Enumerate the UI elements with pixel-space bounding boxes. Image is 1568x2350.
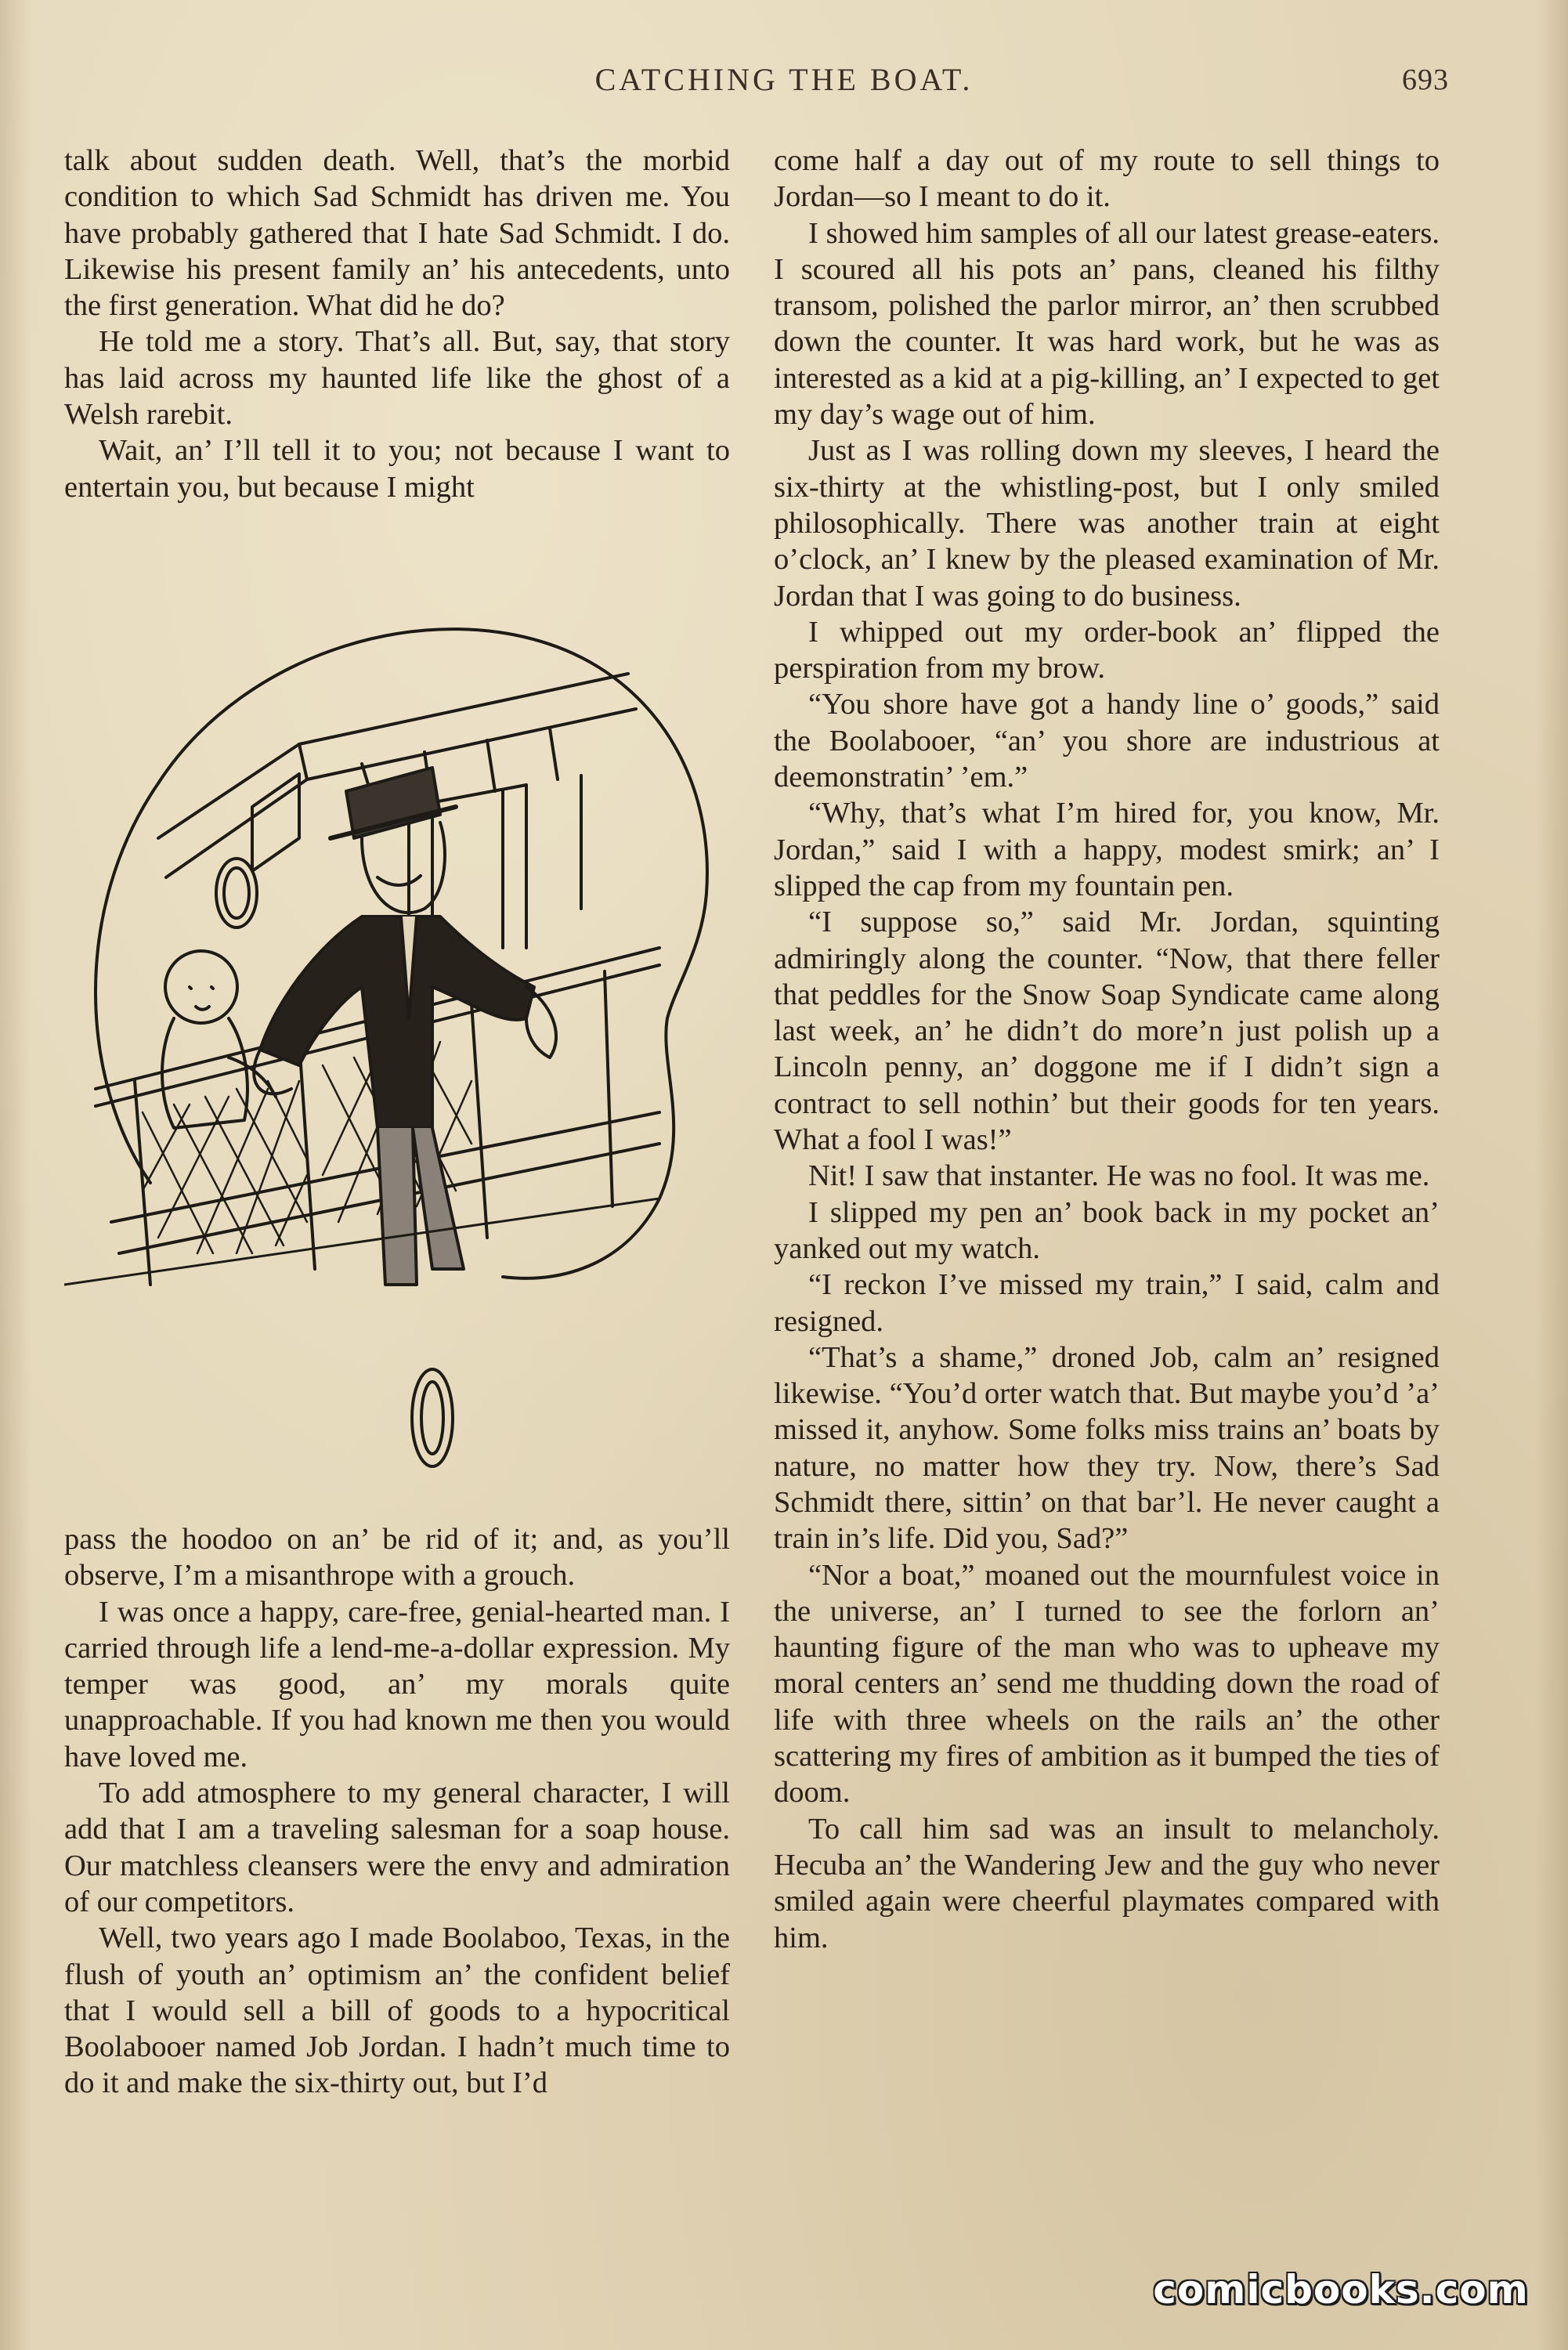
paragraph: To call him sad was an insult to melancholy. Hecuba an’ the Wandering Jew and the guy who never smiled again were cheerful playmates compared with him. [774,1812,1440,1954]
paragraph: I was once a happy, care-free, genial-hearted man. I carried through life a lend-me-a-dollar expression. My temper was good, an’ my morals quite unapproachable. If you had known me then you would have loved me. [64,1595,730,1773]
paragraph: Wait, an’ I’ll tell it to you; not because I want to entertain you, but because I might [64,434,730,504]
paragraph: Well, two years ago I made Boolaboo, Texas, in the flush of youth an’ optimism an’ the confident belief that I would sell a bill of goods to a hypocritical Boolabooer named Job Jordan. I hadn’t much time to do it and make the six-thirty out, but I’d [64,1922,730,2100]
paragraph: “Why, that’s what I’m hired for, you know, Mr. Jordan,” said I with a happy, modest smirk; an’ I slipped the cap from my fountain pen. [774,797,1440,902]
paragraph: I whipped out my order-book an’ flipped the perspiration from my brow. [774,615,1440,685]
running-title: CATCHING THE BOAT. [594,62,974,97]
paragraph: pass the hoodoo on an’ be rid of it; and, as you’ll observe, I’m a misanthrope with a grouch. [64,1523,730,1593]
paragraph: To add atmosphere to my general character, I will add that I am a traveling salesman for a soap house. Our matchless cleansers were the envy and admiration of our competitors. [64,1777,730,1918]
paragraph: talk about sudden death. Well, that’s the morbid condition to which Sad Schmidt has driven me. You have probably gathered that I hate Sad Schmidt. I do. Likewise his present family an’ his antecedents, unto the first generation. What did he do? [64,144,730,323]
paragraph: “Nor a boat,” moaned out the mournfulest voice in the universe, an’ I turned to see the forlorn an’ haunting figure of the man who was to upheave my moral centers an’ send me thudding down the road of life with three wheels on the rails an’ the other scattering my fires of ambition as it bumped the ties of doom. [774,1558,1440,1810]
paragraph: “I suppose so,” said Mr. Jordan, squinting admiringly along the counter. “Now, that there feller that peddles for the Snow Soap Syndicate came along last week, an’ he didn’t do more’n just polish up a Lincoln penny, an’ doggone me if I didn’t sign a contract to sell nothin’ but their goods for ten years. What a fool I was!” [774,906,1440,1157]
left-column-top [64,143,730,505]
page-number: 693 [1402,63,1449,96]
paragraph: “You shore have got a handy line o’ goods,” said the Boolabooer, “an’ you shore are industrious at deemonstratin’ ’em.” [774,688,1440,794]
paragraph: I showed him samples of all our latest grease-eaters. I scoured all his pots an’ pans, cleaned his filthy transom, polished the parlor mirror, an’ then scrubbed down the counter. It was hard work, but he was as interested as a kid at a pig-killing, an’ I expected to get my day’s wage out of him. [774,216,1440,432]
paragraph: “I reckon I’ve missed my train,” I said, calm and resigned. [774,1268,1440,1338]
paragraph: I slipped my pen an’ book back in my pocket an’ yanked out my watch. [774,1195,1440,1265]
right-column [774,143,1440,1956]
left-column-bottom [64,1521,730,2102]
paragraph: Nit! I saw that instanter. He was no fool. It was me. [808,1159,1430,1193]
paragraph: “That’s a shame,” droned Job, calm an’ resigned likewise. “You’d orter watch that. But maybe you’d ’a’ missed it, anyhow. Some folks miss trains an’ boats by nature, no matter how they try. Now, there’s Sad Schmidt there, sittin’ on that bar’l. He never caught a train in’s life. Did you, Sad?” [774,1340,1440,1556]
paragraph: Just as I was rolling down my sleeves, I heard the six-thirty at the whistling-post, but I only smiled philosophically. There was another train at eight o’clock, an’ I knew by the pleased examination of Mr. Jordan that I was going to do business. [774,434,1440,613]
paragraph: He told me a story. That’s all. But, say, that story has laid across my haunted life like the ghost of a Welsh rarebit. [64,325,730,432]
steamboat-deck-illustration-icon [64,580,738,1504]
watermark-logo: comicbooks.com [1153,2267,1529,2312]
paragraph: come half a day out of my route to sell things to Jordan—so I meant to do it. [774,144,1440,214]
